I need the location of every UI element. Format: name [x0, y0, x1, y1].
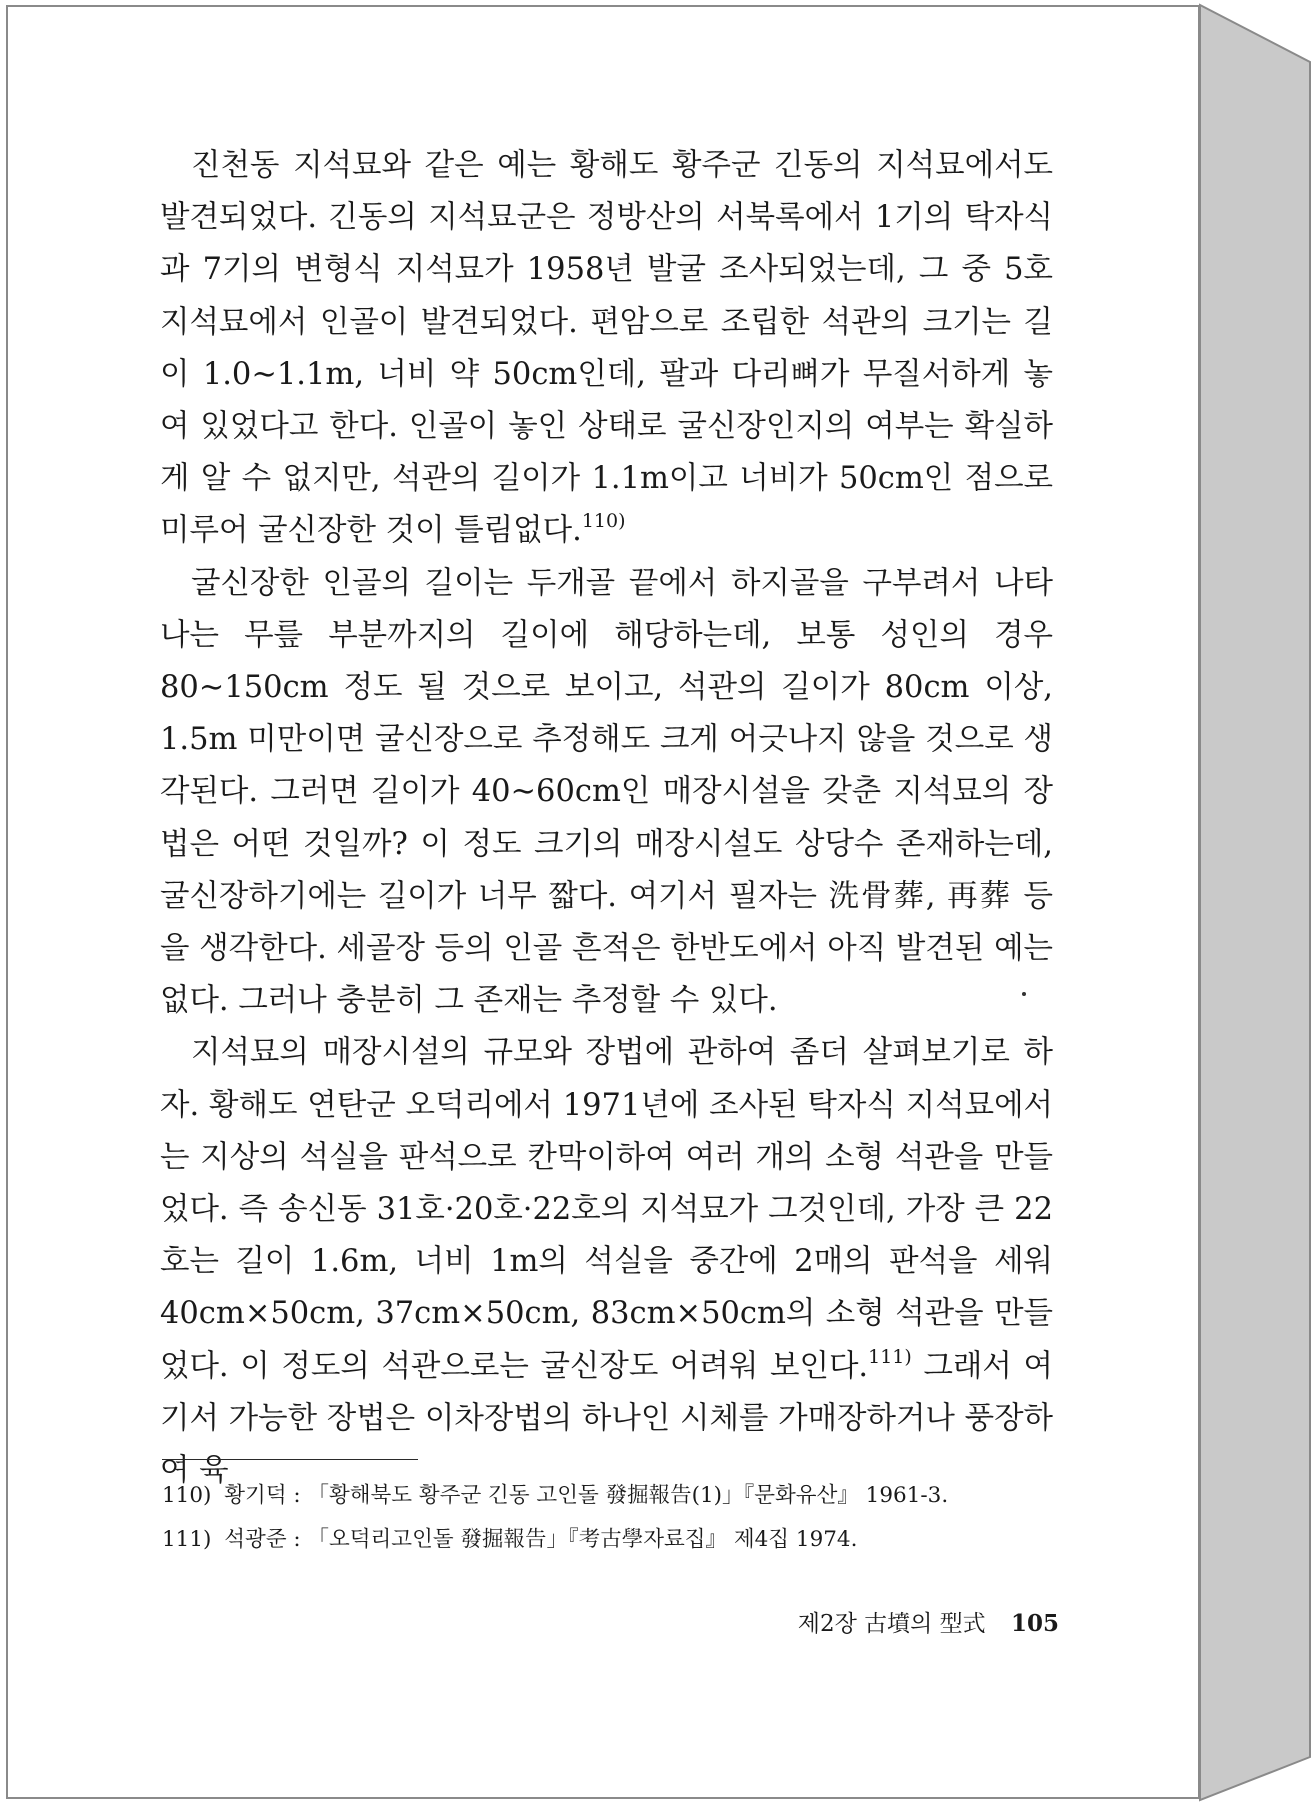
footnote-ref-110: 110): [581, 510, 626, 533]
paragraph-1-text: 진천동 지석묘와 같은 예는 황해도 황주군 긴동의 지석묘에서도 발견되었다. 긴동의 지석묘군은 정방산의 서북록에서 1기의 탁자식과 7기의 변형식 지석묘가 1958년 발굴 조사되었는데, 그 중 5호 지석묘에서 인골이 발견되었다. 편암으로 조립한 석관의 크기는 길이 1.0∼1.1m, 너비 약 50cm인데, 팔과 다리뼈가 무질서하게 놓여 있었다고 한다. 인골이 놓인 상태로 굴신장인지의 여부는 확실하게 알 수 없지만, 석관의 길이가 1.1m이고 너비가 50cm인 점으로 미루어 굴신장한 것이 틀림없다.: [160, 148, 1053, 549]
footnote-text: 황기덕 : 「황해북도 황주군 긴동 고인돌 發掘報告(1)」『문화유산』 1961-3.: [224, 1483, 949, 1508]
paragraph-2: [160, 558, 1053, 1028]
footnote-text: 석광준 : 「오덕리고인돌 發掘報告」『考古學자료집』 제4집 1974.: [224, 1527, 858, 1552]
running-footer: [798, 1605, 1059, 1638]
book-side-face: [1200, 5, 1310, 1800]
footnote-110: [162, 1474, 1062, 1518]
page-number: 105: [1010, 1610, 1059, 1637]
footnotes: [162, 1474, 1062, 1562]
footnote-111: [162, 1518, 1062, 1562]
footnote-number: 111): [162, 1527, 212, 1552]
footnote-ref-111: 111): [868, 1345, 912, 1368]
footnote-number: 110): [162, 1483, 212, 1508]
paragraph-1: [160, 140, 1053, 558]
body-text: [160, 140, 1053, 1497]
paragraph-3-text-after: 그래서 여기서 가능한 장법은 이차장법의 하나인 시체를 가매장하거나 풍장하여 육: [160, 1348, 1053, 1489]
scan-speck: [1022, 992, 1026, 996]
paragraph-3-text-before: 지석묘의 매장시설의 규모와 장법에 관하여 좀더 살펴보기로 하자. 황해도 연탄군 오덕리에서 1971년에 조사된 탁자식 지석묘에서는 지상의 석실을 판석으로 칸막이하여 여러 개의 소형 석관을 만들었다. 즉 송신동 31호·20호·22호의 지석묘가 그것인데, 가장 큰 22호는 길이 1.6m, 너비 1m의 석실을 중간에 2매의 판석을 세워 40cm×50cm, 37cm×50cm, 83cm×50cm의 소형 석관을 만들었다. 이 정도의 석관으로는 굴신장도 어려워 보인다.: [160, 1035, 1053, 1384]
paragraph-2-text: 굴신장한 인골의 길이는 두개골 끝에서 하지골을 구부려서 나타나는 무릎 부분까지의 길이에 해당하는데, 보통 성인의 경우 80∼150cm 정도 될 것으로 보이고, 석관의 길이가 80cm 이상, 1.5m 미만이면 굴신장으로 추정해도 크게 어긋나지 않을 것으로 생각된다. 그러면 길이가 40∼60cm인 매장시설을 갖춘 지석묘의 장법은 어떤 것일까? 이 정도 크기의 매장시설도 상당수 존재하는데, 굴신장하기에는 길이가 너무 짧다. 여기서 필자는 洗骨葬, 再葬 등을 생각한다. 세골장 등의 인골 흔적은 한반도에서 아직 발견된 예는 없다. 그러나 충분히 그 존재는 추정할 수 있다.: [160, 565, 1053, 1019]
footnote-divider: [162, 1459, 418, 1460]
chapter-title: 제2장 古墳의 型式: [797, 1611, 986, 1637]
paragraph-3: [160, 1027, 1053, 1497]
